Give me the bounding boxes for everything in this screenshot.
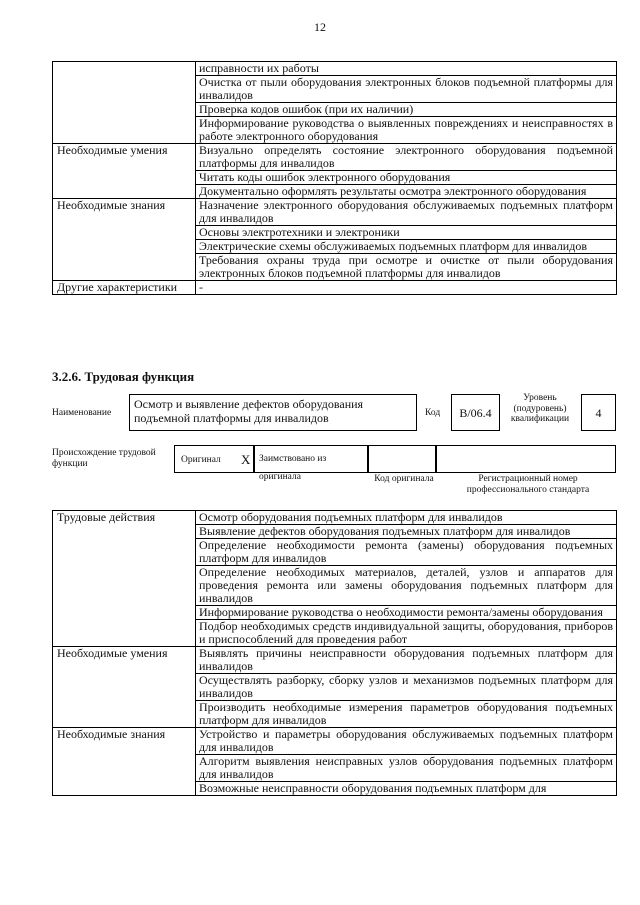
name-label: Наименование: [52, 408, 112, 418]
table-cell: Очистка от пыли оборудования электронных блоков подъемной платформы для инвалидов: [196, 76, 617, 103]
row-label: Трудовые действия: [53, 511, 196, 647]
origin-label: Происхождение трудовой функции: [52, 448, 156, 469]
table-row: [53, 281, 617, 295]
code-label: Код: [425, 408, 441, 418]
row-label: [53, 62, 196, 144]
table-cell: Электрические схемы обслуживаемых подъемных платформ для инвалидов: [196, 240, 617, 254]
origin-mark: X: [241, 452, 251, 467]
row-label: Необходимые знания: [53, 199, 196, 281]
table-cell: -: [196, 281, 617, 295]
table-cell: Документально оформлять результаты осмотра электронного оборудования: [196, 185, 617, 199]
table-cell: Основы электротехники и электроники: [196, 226, 617, 240]
table-cell: Осмотр оборудования подъемных платформ для инвалидов: [196, 511, 617, 525]
row-label: Необходимые умения: [53, 647, 196, 728]
table-cell: Читать коды ошибок электронного оборудования: [196, 171, 617, 185]
origin-original-label: Оригинал: [181, 455, 221, 465]
table-cell: Устройство и параметры оборудования обслуживаемых подъемных платформ для инвалидов: [196, 728, 617, 755]
table-cell: Информирование руководства о необходимости ремонта/замены оборудования: [196, 606, 617, 620]
function-name-box: [129, 394, 417, 431]
function-name-value: Осмотр и выявление дефектов оборудования подъемной платформы для инвалидов: [134, 397, 364, 425]
origin-original-box: [174, 445, 254, 473]
origin-code-box: [368, 445, 436, 473]
table-cell: Алгоритм выявления неисправных узлов оборудования подъемных платформ для инвалидов: [196, 755, 617, 782]
origin-reg-caption: Регистрационный номер профессионального стандарта: [466, 474, 590, 495]
origin-code-caption: Код оригинала: [374, 474, 434, 484]
origin-borrowed-box: [254, 445, 368, 482]
requirements-table-bottom: [52, 510, 617, 796]
level-box: [581, 394, 616, 431]
table-cell: Требования охраны труда при осмотре и очистке от пыли оборудования электронных блоков подъемной платформы для инвалидов: [196, 254, 617, 281]
table-cell: Назначение электронного оборудования обслуживаемых подъемных платформ для инвалидов: [196, 199, 617, 226]
table-row: [53, 144, 617, 171]
level-label: Уровень (подуровень) квалификации: [510, 393, 570, 424]
table-row: [53, 728, 617, 755]
table-cell: Подбор необходимых средств индивидуальной защиты, оборудования, приборов и приспособлений для проведения работ: [196, 620, 617, 647]
table-row: [53, 62, 617, 76]
table-cell: Выявление дефектов оборудования подъемных платформ для инвалидов: [196, 525, 617, 539]
table-cell: Осуществлять разборку, сборку узлов и механизмов подъемных платформ для инвалидов: [196, 674, 617, 701]
origin-borrowed-label: Заимствовано из оригинала: [259, 454, 327, 482]
table-cell: исправности их работы: [196, 62, 617, 76]
origin-reg-box: [436, 445, 616, 473]
table-cell: Выявлять причины неисправности оборудования подъемных платформ для инвалидов: [196, 647, 617, 674]
requirements-table-top: [52, 61, 617, 295]
section-heading: 3.2.6. Трудовая функция: [52, 369, 195, 384]
code-value: B/06.4: [459, 406, 492, 420]
page-number: 12: [314, 20, 326, 34]
table-cell: Определение необходимости ремонта (замены) оборудования подъемных платформ для инвалидов: [196, 539, 617, 566]
table-cell: Информирование руководства о выявленных повреждениях и неисправностях в работе электронного оборудования: [196, 117, 617, 144]
table-row: [53, 647, 617, 674]
level-value: 4: [595, 406, 602, 420]
row-label: Необходимые знания: [53, 728, 196, 796]
row-label: Другие характеристики: [53, 281, 196, 295]
row-label: Необходимые умения: [53, 144, 196, 199]
code-box: [451, 394, 500, 431]
table-cell: Производить необходимые измерения параметров оборудования подъемных платформ для инвалидов: [196, 701, 617, 728]
table-row: [53, 511, 617, 525]
table-cell: Возможные неисправности оборудования подъемных платформ для: [196, 782, 617, 796]
table-row: [53, 199, 617, 226]
table-cell: Проверка кодов ошибок (при их наличии): [196, 103, 617, 117]
table-cell: Определение необходимых материалов, деталей, узлов и аппаратов для проведения ремонта или замены оборудования подъемных платформ для инвалидов: [196, 566, 617, 606]
table-cell: Визуально определять состояние электронного оборудования подъемной платформы для инвалидов: [196, 144, 617, 171]
